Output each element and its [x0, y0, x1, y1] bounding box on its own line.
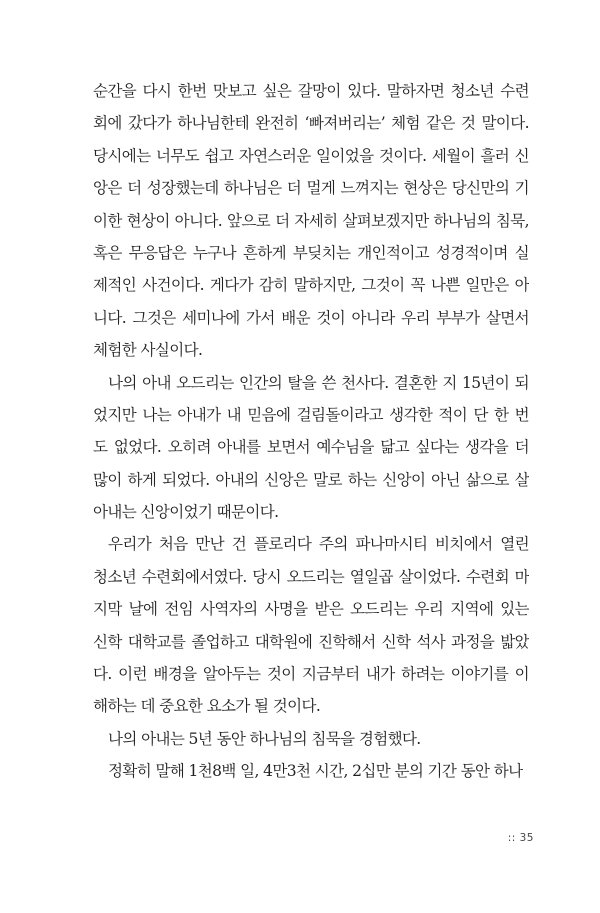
page-number: :: 35: [507, 832, 534, 844]
text-line: 나의 아내는 5년 동안 하나님의 침묵을 경험했다.: [108, 729, 421, 748]
text-line: 이한 현상이 아니다. 앞으로 더 자세히 살펴보겠지만 하나님의 침묵,: [93, 211, 529, 230]
text-line: 순간을 다시 한번 맛보고 싶은 갈망이 있다. 말하자면 청소년 수련: [93, 82, 529, 100]
text-line: 나의 아내 오드리는 인간의 탈을 쓴 천사다. 결혼한 지 15년이 되: [108, 373, 529, 392]
text-line: 체험한 사실이다.: [93, 341, 203, 360]
text-line: 지막 날에 전임 사역자의 사명을 받은 오드리는 우리 지역에 있는: [93, 600, 529, 619]
text-line: 앙은 더 성장했는데 하나님은 더 멀게 느껴지는 현상은 당신만의 기: [93, 179, 529, 198]
body-text: [93, 75, 529, 788]
paragraph: [93, 367, 529, 529]
text-line: 당시에는 너무도 쉽고 자연스러운 일이었을 것이다. 세월이 흘러 신: [93, 146, 529, 165]
text-line: 도 없었다. 오히려 아내를 보면서 예수님을 닮고 싶다는 생각을 더: [93, 438, 529, 457]
paragraph: [93, 755, 529, 787]
paragraph: [93, 723, 529, 755]
text-line: 혹은 무응답은 누구나 흔하게 부딪치는 개인적이고 성경적이며 실: [93, 243, 529, 262]
text-line: 니다. 그것은 세미나에 가서 배운 것이 아니라 우리 부부가 살면서: [93, 308, 529, 327]
text-line: 아내는 신앙이었기 때문이다.: [93, 503, 279, 522]
text-line: 정확히 말해 1천8백 일, 4만3천 시간, 2십만 분의 기간 동안 하나: [108, 762, 523, 781]
text-line: 해하는 데 중요한 요소가 될 것이다.: [93, 697, 321, 716]
text-line: 청소년 수련회에서였다. 당시 오드리는 열일곱 살이었다. 수련회 마: [93, 567, 529, 586]
paragraph: [93, 528, 529, 722]
text-line: 제적인 사건이다. 게다가 감히 말하지만, 그것이 꼭 나쁜 일만은 아: [93, 276, 529, 295]
text-line: 우리가 처음 만난 건 플로리다 주의 파나마시티 비치에서 열린: [108, 535, 529, 554]
paragraph: [93, 75, 529, 367]
text-line: 다. 이런 배경을 알아두는 것이 지금부터 내가 하려는 이야기를 이: [93, 665, 529, 684]
text-line: 많이 하게 되었다. 아내의 신앙은 말로 하는 신앙이 아닌 삶으로 살: [93, 470, 529, 489]
text-line: 신학 대학교를 졸업하고 대학원에 진학해서 신학 석사 과정을 밟았: [93, 632, 529, 651]
text-line: 회에 갔다가 하나님한테 완전히 ‘빠져버리는’ 체험 같은 것 말이다.: [93, 114, 529, 133]
text-line: 었지만 나는 아내가 내 믿음에 걸림돌이라고 생각한 적이 단 한 번: [93, 405, 529, 424]
